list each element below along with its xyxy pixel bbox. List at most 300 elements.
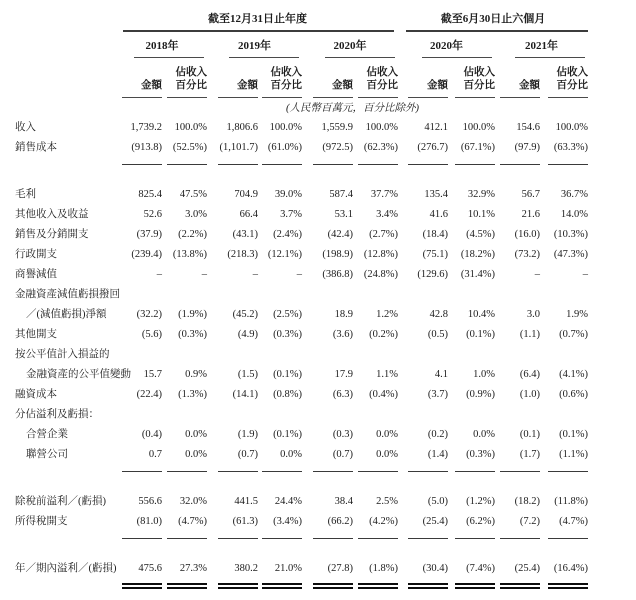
cell-value: (4.7%) <box>559 516 588 527</box>
table-row <box>15 559 588 579</box>
table-row <box>15 265 588 285</box>
cell-value: (1.9%) <box>178 309 207 320</box>
cell-value: (0.4) <box>141 429 162 440</box>
cell-value: (25.4) <box>514 563 540 574</box>
rule-cell <box>540 158 588 165</box>
rule-cell <box>258 579 302 589</box>
table-row <box>15 138 588 158</box>
cell-value: (3.4%) <box>273 516 302 527</box>
cell-value <box>398 285 448 305</box>
cell-value: 475.6 <box>138 563 162 574</box>
cell-value: (75.1) <box>422 249 448 260</box>
rule-cell <box>302 465 353 472</box>
cell-value: 587.4 <box>329 189 353 200</box>
cell-value: (42.4) <box>327 229 353 240</box>
cell-value: 14.0% <box>560 209 588 220</box>
cell-value <box>448 345 495 365</box>
rule-cell <box>540 532 588 539</box>
cell-value: 100.0% <box>365 122 398 133</box>
cell-value: 10.1% <box>467 209 495 220</box>
pct-label-line2: 百分比 <box>270 80 302 91</box>
cell-value <box>540 345 588 365</box>
rule-cell <box>353 158 398 165</box>
year-header-2020-interim: 2020年 <box>398 32 495 58</box>
cell-value <box>117 345 162 365</box>
cell-value: 704.9 <box>234 189 258 200</box>
grand-total-double-rule <box>122 583 162 590</box>
cell-value: 3.4% <box>376 209 398 220</box>
empty-cell <box>15 465 117 472</box>
cell-value <box>540 285 588 305</box>
rule-row <box>15 579 588 589</box>
table-row <box>15 512 588 532</box>
cell-value: (218.3) <box>227 249 258 260</box>
rule-cell <box>398 158 448 165</box>
rule-cell <box>162 532 207 539</box>
row-label: 金融資產減值虧損撥回 <box>15 289 120 300</box>
cell-value: (4.9) <box>237 329 258 340</box>
cell-value: 0.0% <box>376 429 398 440</box>
rule-row <box>15 465 588 472</box>
cell-value: – <box>201 269 207 280</box>
cell-value: (1.7) <box>519 449 540 460</box>
cell-value: (1.3%) <box>178 389 207 400</box>
grand-total-double-rule <box>500 583 540 590</box>
cell-value: (0.3%) <box>273 329 302 340</box>
cell-value: (73.2) <box>514 249 540 260</box>
rule-cell <box>258 158 302 165</box>
cell-value: (3.6) <box>332 329 353 340</box>
rule-cell <box>398 579 448 589</box>
cell-value: (18.4) <box>422 229 448 240</box>
spacer-row <box>15 539 588 559</box>
rule-cell <box>207 579 258 589</box>
cell-value: (16.4%) <box>553 563 588 574</box>
cell-value: (24.8%) <box>363 269 398 280</box>
pct-label-line2: 百分比 <box>556 80 588 91</box>
cell-value: (0.3%) <box>466 449 495 460</box>
table-row <box>15 385 588 405</box>
cell-value: (6.2%) <box>466 516 495 527</box>
cell-value: (3.7) <box>427 389 448 400</box>
cell-value: 3.7% <box>280 209 302 220</box>
cell-value: 1.2% <box>376 309 398 320</box>
cell-value: (62.3%) <box>363 142 398 153</box>
cell-value: (1.4) <box>427 449 448 460</box>
period-group-header-row <box>15 8 588 32</box>
rule-cell <box>398 465 448 472</box>
table-row <box>15 205 588 225</box>
cell-value: (0.1%) <box>559 429 588 440</box>
amount-column-header <box>207 58 258 92</box>
row-label: 其他收入及收益 <box>15 209 89 220</box>
pct-of-revenue-column-header <box>448 58 495 92</box>
amount-column-header <box>117 58 162 92</box>
row-label: 聯營公司 <box>26 449 68 460</box>
pct-of-revenue-column-header <box>540 58 588 92</box>
cell-value: 42.8 <box>429 309 448 320</box>
cell-value: (4.1%) <box>559 369 588 380</box>
cell-value: (0.4%) <box>369 389 398 400</box>
cell-value: (6.3) <box>332 389 353 400</box>
rule-cell <box>353 579 398 589</box>
cell-value: (0.7%) <box>559 329 588 340</box>
cell-value <box>207 345 258 365</box>
grand-total-double-rule <box>167 583 207 590</box>
cell-value: (13.8%) <box>172 249 207 260</box>
cell-value: (37.9) <box>136 229 162 240</box>
cell-value: (52.5%) <box>172 142 207 153</box>
cell-value <box>448 405 495 425</box>
year-header-2018: 2018年 <box>117 32 207 58</box>
cell-value: 52.6 <box>143 209 162 220</box>
table-row <box>15 445 588 465</box>
group-header-interim <box>398 8 588 32</box>
rule-cell <box>162 579 207 589</box>
cell-value: (66.2) <box>327 516 353 527</box>
rule-cell <box>207 532 258 539</box>
pct-label-line1: 佔收入 <box>366 67 398 78</box>
rule-cell <box>207 158 258 165</box>
cell-value <box>302 285 353 305</box>
rule-cell <box>448 579 495 589</box>
cell-value: – <box>296 269 302 280</box>
spacer-row <box>15 165 588 185</box>
unit-note-row <box>15 98 588 118</box>
cell-value <box>207 405 258 425</box>
cell-value: 556.6 <box>138 496 162 507</box>
year-header-row <box>15 32 588 58</box>
grand-total-double-rule <box>313 583 353 590</box>
row-label: 分佔溢利及虧損： <box>15 409 99 420</box>
table-row <box>15 285 588 305</box>
pct-label-line1: 佔收入 <box>270 67 302 78</box>
row-label: 毛利 <box>15 189 36 200</box>
cell-value: (0.1) <box>519 429 540 440</box>
cell-value: (0.7) <box>237 449 258 460</box>
cell-value: (67.1%) <box>460 142 495 153</box>
cell-value: 3.0 <box>526 309 540 320</box>
cell-value: (31.4%) <box>460 269 495 280</box>
cell-value: (25.4) <box>422 516 448 527</box>
spacer-row <box>15 472 588 492</box>
cell-value: (30.4) <box>422 563 448 574</box>
cell-value <box>448 285 495 305</box>
cell-value: 100.0% <box>174 122 207 133</box>
table-row <box>15 118 588 138</box>
cell-value: 441.5 <box>234 496 258 507</box>
cell-value: 32.0% <box>179 496 207 507</box>
rule-cell <box>495 532 540 539</box>
year-header-2021-interim: 2021年 <box>495 32 588 58</box>
cell-value: (0.1%) <box>466 329 495 340</box>
group-title-annual: 截至12月31日止年度 <box>208 13 307 25</box>
row-label: 合營企業 <box>26 429 68 440</box>
cell-value <box>207 285 258 305</box>
cell-value: (45.2) <box>232 309 258 320</box>
cell-value: 0.0% <box>473 429 495 440</box>
row-label: 年／期內溢利／(虧損) <box>15 563 117 574</box>
row-label: 融資成本 <box>15 389 57 400</box>
cell-value: (1.9) <box>237 429 258 440</box>
spacer-cell <box>15 165 588 185</box>
cell-value: (18.2) <box>514 496 540 507</box>
cell-value: 53.1 <box>334 209 353 220</box>
table-row <box>15 185 588 205</box>
cell-value <box>302 405 353 425</box>
rule-cell <box>302 158 353 165</box>
cell-value: 100.0% <box>555 122 588 133</box>
rule-cell <box>117 579 162 589</box>
cell-value <box>353 405 398 425</box>
cell-value: – <box>156 269 162 280</box>
group-title-interim: 截至6月30日止六個月 <box>440 13 546 25</box>
empty-cell <box>15 58 117 92</box>
cell-value: (61.3) <box>232 516 258 527</box>
rule-cell <box>162 158 207 165</box>
table-row <box>15 425 588 445</box>
group-header-annual <box>117 8 398 32</box>
cell-value: 18.9 <box>334 309 353 320</box>
cell-value: (6.4) <box>519 369 540 380</box>
cell-value: (1.0) <box>519 389 540 400</box>
pct-label-line1: 佔收入 <box>463 67 495 78</box>
cell-value: (0.5) <box>427 329 448 340</box>
grand-total-double-rule <box>358 583 398 590</box>
cell-value: (0.1%) <box>273 369 302 380</box>
cell-value: (2.7%) <box>369 229 398 240</box>
cell-value: (0.6%) <box>559 389 588 400</box>
rule-cell <box>117 532 162 539</box>
cell-value: (0.7) <box>332 449 353 460</box>
cell-value: 24.4% <box>274 496 302 507</box>
cell-value: 1,806.6 <box>226 122 258 133</box>
cell-value: 100.0% <box>269 122 302 133</box>
rule-cell <box>495 465 540 472</box>
cell-value: (1,101.7) <box>219 142 258 153</box>
rule-cell <box>258 465 302 472</box>
cell-value: (2.5%) <box>273 309 302 320</box>
cell-value: (0.1%) <box>273 429 302 440</box>
cell-value: (11.8%) <box>554 496 588 507</box>
empty-cell <box>15 98 117 118</box>
pct-of-revenue-column-header <box>353 58 398 92</box>
cell-value: (972.5) <box>322 142 353 153</box>
cell-value: 41.6 <box>429 209 448 220</box>
rule-cell <box>540 579 588 589</box>
cell-value <box>302 345 353 365</box>
cell-value: 412.1 <box>424 122 448 133</box>
cell-value <box>398 345 448 365</box>
rule-cell <box>398 532 448 539</box>
cell-value: (0.2) <box>427 429 448 440</box>
rule-cell <box>495 158 540 165</box>
cell-value <box>353 285 398 305</box>
spacer-cell <box>15 539 588 559</box>
cell-value: 39.0% <box>274 189 302 200</box>
cell-value: (16.0) <box>514 229 540 240</box>
rule-row <box>15 532 588 539</box>
cell-value: (61.0%) <box>267 142 302 153</box>
table-row <box>15 325 588 345</box>
cell-value: 15.7 <box>143 369 162 380</box>
cell-value: (386.8) <box>322 269 353 280</box>
cell-value: (0.9%) <box>466 389 495 400</box>
cell-value: 66.4 <box>239 209 258 220</box>
table-row <box>15 405 588 425</box>
row-label: 銷售成本 <box>15 142 57 153</box>
pct-label-line2: 百分比 <box>175 80 207 91</box>
cell-value: 1,739.2 <box>130 122 162 133</box>
cell-value: (4.5%) <box>466 229 495 240</box>
rule-cell <box>117 465 162 472</box>
grand-total-double-rule <box>548 583 588 590</box>
cell-value: (7.4%) <box>466 563 495 574</box>
cell-value: (1.2%) <box>466 496 495 507</box>
cell-value: – <box>582 269 588 280</box>
cell-value: 4.1 <box>434 369 448 380</box>
cell-value: (18.2%) <box>460 249 495 260</box>
rule-cell <box>207 465 258 472</box>
amount-label: 金額 <box>519 80 540 91</box>
pct-label-line2: 百分比 <box>366 80 398 91</box>
cell-value: (12.1%) <box>267 249 302 260</box>
table-row <box>15 492 588 512</box>
cell-value: (22.4) <box>136 389 162 400</box>
pct-label-line1: 佔收入 <box>556 67 588 78</box>
amount-label: 金額 <box>427 80 448 91</box>
row-label: 收入 <box>15 122 36 133</box>
rule-cell <box>448 532 495 539</box>
cell-value <box>258 345 302 365</box>
cell-value: (97.9) <box>514 142 540 153</box>
cell-value <box>258 285 302 305</box>
unit-note-cell: (人民幣百萬元，百分比除外) <box>286 103 419 114</box>
cell-value <box>117 285 162 305</box>
amount-label: 金額 <box>332 80 353 91</box>
cell-value: (10.3%) <box>553 229 588 240</box>
grand-total-double-rule <box>218 583 258 590</box>
amount-column-header <box>302 58 353 92</box>
column-subheader-row <box>15 58 588 92</box>
table-row <box>15 245 588 265</box>
cell-value: 36.7% <box>560 189 588 200</box>
rule-cell <box>353 465 398 472</box>
rule-cell <box>495 579 540 589</box>
cell-value <box>398 405 448 425</box>
grand-total-double-rule <box>262 583 302 590</box>
cell-value <box>495 285 540 305</box>
table-row <box>15 225 588 245</box>
empty-cell <box>15 158 117 165</box>
cell-value: (47.3%) <box>553 249 588 260</box>
row-label: 商譽減值 <box>15 269 57 280</box>
cell-value: 0.0% <box>185 429 207 440</box>
cell-value <box>495 405 540 425</box>
cell-value: (14.1) <box>232 389 258 400</box>
row-label: 其他開支 <box>15 329 57 340</box>
income-statement-table <box>15 8 588 589</box>
rule-cell <box>540 465 588 472</box>
cell-value: 47.5% <box>179 189 207 200</box>
cell-value: 0.9% <box>185 369 207 380</box>
cell-value: (2.2%) <box>178 229 207 240</box>
grand-total-double-rule <box>408 583 448 590</box>
row-label: 銷售及分銷開支 <box>15 229 89 240</box>
row-label: 除稅前溢利／(虧損) <box>15 496 106 507</box>
rule-cell <box>117 158 162 165</box>
cell-value: 2.5% <box>376 496 398 507</box>
row-label: ／(減值虧損)淨額 <box>26 309 107 320</box>
amount-label: 金額 <box>237 80 258 91</box>
grand-total-double-rule <box>455 583 495 590</box>
cell-value: 21.6 <box>521 209 540 220</box>
cell-value: (276.7) <box>417 142 448 153</box>
cell-value: 135.4 <box>424 189 448 200</box>
rule-cell <box>353 532 398 539</box>
cell-value <box>162 405 207 425</box>
cell-value: – <box>252 269 258 280</box>
cell-value: 21.0% <box>274 563 302 574</box>
amount-column-header <box>398 58 448 92</box>
cell-value <box>353 345 398 365</box>
cell-value: 56.7 <box>521 189 540 200</box>
cell-value: (12.8%) <box>363 249 398 260</box>
row-label: 行政開支 <box>15 249 57 260</box>
pct-of-revenue-column-header <box>162 58 207 92</box>
cell-value: (27.8) <box>327 563 353 574</box>
cell-value: (129.6) <box>417 269 448 280</box>
cell-value: (81.0) <box>136 516 162 527</box>
cell-value: 380.2 <box>234 563 258 574</box>
pct-label-line2: 百分比 <box>463 80 495 91</box>
cell-value: (5.0) <box>427 496 448 507</box>
cell-value: (0.8%) <box>273 389 302 400</box>
cell-value: 37.7% <box>370 189 398 200</box>
cell-value: 1.9% <box>566 309 588 320</box>
cell-value: – <box>534 269 540 280</box>
cell-value: (32.2) <box>136 309 162 320</box>
row-label: 所得稅開支 <box>15 516 68 527</box>
cell-value: (7.2) <box>519 516 540 527</box>
spacer-cell <box>15 472 588 492</box>
cell-value: (43.1) <box>232 229 258 240</box>
rule-cell <box>448 158 495 165</box>
cell-value: 27.3% <box>179 563 207 574</box>
row-label: 按公平值計入損益的 <box>15 349 110 360</box>
cell-value: 0.0% <box>185 449 207 460</box>
year-header-2020: 2020年 <box>302 32 398 58</box>
rule-row <box>15 158 588 165</box>
empty-cell <box>15 532 117 539</box>
cell-value: 38.4 <box>334 496 353 507</box>
cell-value: (0.3%) <box>178 329 207 340</box>
cell-value: 1,559.9 <box>321 122 353 133</box>
cell-value: (1.8%) <box>369 563 398 574</box>
cell-value: (198.9) <box>322 249 353 260</box>
cell-value: (5.6) <box>141 329 162 340</box>
empty-corner-cell <box>15 8 117 32</box>
table-row <box>15 305 588 325</box>
cell-value <box>540 405 588 425</box>
cell-value: 0.0% <box>280 449 302 460</box>
cell-value <box>117 405 162 425</box>
cell-value: (1.5) <box>237 369 258 380</box>
cell-value: (913.8) <box>131 142 162 153</box>
cell-value: (1.1%) <box>559 449 588 460</box>
cell-value <box>162 345 207 365</box>
rule-cell <box>302 532 353 539</box>
